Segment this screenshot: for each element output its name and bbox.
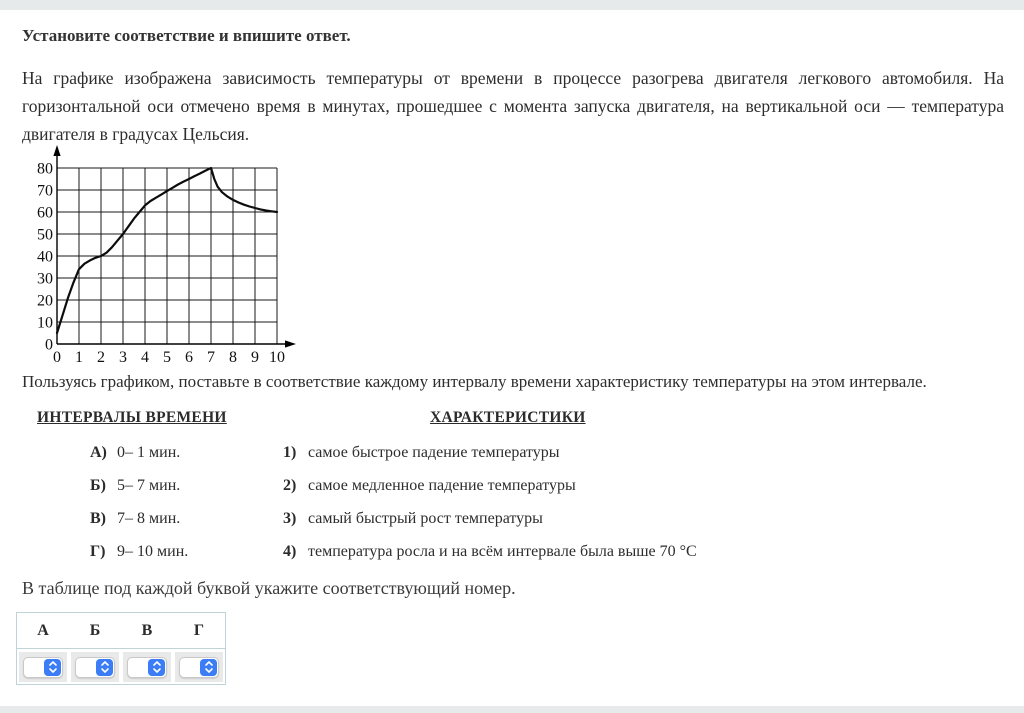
interval-text: 5– 7 мин.	[117, 477, 181, 494]
match-row-a	[0, 444, 1000, 464]
chart-x-tick-label: 4	[141, 349, 149, 366]
characteristic-text: самый быстрый рост температуры	[308, 510, 543, 527]
answer-column-v: В	[141, 621, 153, 639]
answer-table	[16, 612, 226, 685]
page-title: Установите соответствие и впишите ответ.	[22, 26, 351, 45]
temperature-chart	[30, 144, 320, 376]
chart-x-tick-label: 7	[207, 349, 215, 366]
chart-x-tick-label: 6	[185, 349, 193, 366]
chart-y-tick-label: 60	[37, 204, 53, 222]
answer-select-g-pill	[179, 657, 219, 678]
select-stepper-icon	[44, 659, 61, 676]
characteristic-number: 4)	[283, 543, 297, 560]
select-stepper-icon	[96, 659, 113, 676]
answer-select-g[interactable]	[175, 652, 223, 682]
answer-column-b: Б	[89, 621, 101, 639]
characteristic-text: температура росла и на всём интервале была выше 70 °C	[308, 543, 697, 560]
answer-select-b-pill	[75, 657, 115, 678]
chart-x-tick-label: 3	[119, 349, 127, 366]
characteristic-number: 2)	[283, 477, 297, 494]
matching-prompt: Пользуясь графиком, поставьте в соответствие каждому интервалу времени характеристику температуры на этом интервале.	[22, 372, 927, 391]
chart-y-axis-arrow	[53, 145, 60, 156]
answer-cell-a	[17, 652, 69, 682]
characteristics-header: ХАРАКТЕРИСТИКИ	[430, 409, 586, 426]
chart-y-tick-label: 20	[37, 292, 53, 310]
match-row-g	[0, 543, 1000, 563]
select-stepper-icon	[148, 659, 165, 676]
answer-table-select-row	[17, 649, 225, 685]
chart-x-tick-label: 1	[75, 349, 83, 366]
answer-column-a: А	[37, 621, 49, 639]
chart-y-tick-label: 30	[37, 270, 53, 288]
bottom-edge-bar	[0, 706, 1024, 713]
answer-column-g: Г	[193, 621, 205, 639]
chart-x-tick-label: 0	[53, 349, 61, 366]
chart-x-axis-arrow	[285, 340, 296, 347]
top-edge-bar	[0, 0, 1024, 10]
interval-text: 0– 1 мин.	[117, 444, 181, 461]
answer-select-a-pill	[23, 657, 63, 678]
chart-x-tick-label: 8	[229, 349, 237, 366]
chart-y-tick-label: 80	[37, 160, 53, 178]
answer-select-v[interactable]	[123, 652, 171, 682]
chart-y-tick-label: 70	[37, 182, 53, 200]
select-stepper-icon	[200, 659, 217, 676]
chart-y-tick-label: 0	[45, 336, 53, 354]
chart-x-tick-label: 9	[251, 349, 259, 366]
chart-x-tick-label: 2	[97, 349, 105, 366]
table-instruction: В таблице под каждой буквой укажите соответствующий номер.	[22, 578, 516, 598]
interval-label: В)	[90, 510, 106, 527]
characteristic-number: 1)	[283, 444, 297, 461]
interval-label: Г)	[90, 543, 106, 560]
answer-select-b[interactable]	[71, 652, 119, 682]
task-description: На графике изображена зависимость температуры от времени в процессе разогрева двигателя легкового автомобиля. На горизонтальной оси отмечено время в минутах, прошедшее с момента запуска двигателя, на вертикальной оси — температура двигателя в градусах Цельсия.	[22, 68, 1004, 144]
match-row-b	[0, 477, 1000, 497]
interval-text: 9– 10 мин.	[117, 543, 189, 560]
temperature-time-graph	[30, 144, 320, 376]
characteristic-text: самое быстрое падение температуры	[308, 444, 560, 461]
match-row-v	[0, 510, 1000, 530]
chart-x-tick-label: 10	[269, 349, 285, 366]
interval-label: Б)	[90, 477, 106, 494]
characteristic-number: 3)	[283, 510, 297, 527]
interval-label: А)	[90, 444, 107, 461]
answer-select-v-pill	[127, 657, 167, 678]
answer-cell-b	[69, 652, 121, 682]
answer-select-a[interactable]	[19, 652, 67, 682]
answer-table-header-row	[17, 613, 225, 649]
intervals-header: ИНТЕРВАЛЫ ВРЕМЕНИ	[37, 409, 227, 426]
chart-x-tick-label: 5	[163, 349, 171, 366]
chart-y-tick-label: 10	[37, 314, 53, 332]
characteristic-text: самое медленное падение температуры	[308, 477, 576, 494]
chart-y-tick-label: 40	[37, 248, 53, 266]
chart-y-tick-label: 50	[37, 226, 53, 244]
answer-cell-g	[173, 652, 225, 682]
interval-text: 7– 8 мин.	[117, 510, 181, 527]
answer-cell-v	[121, 652, 173, 682]
